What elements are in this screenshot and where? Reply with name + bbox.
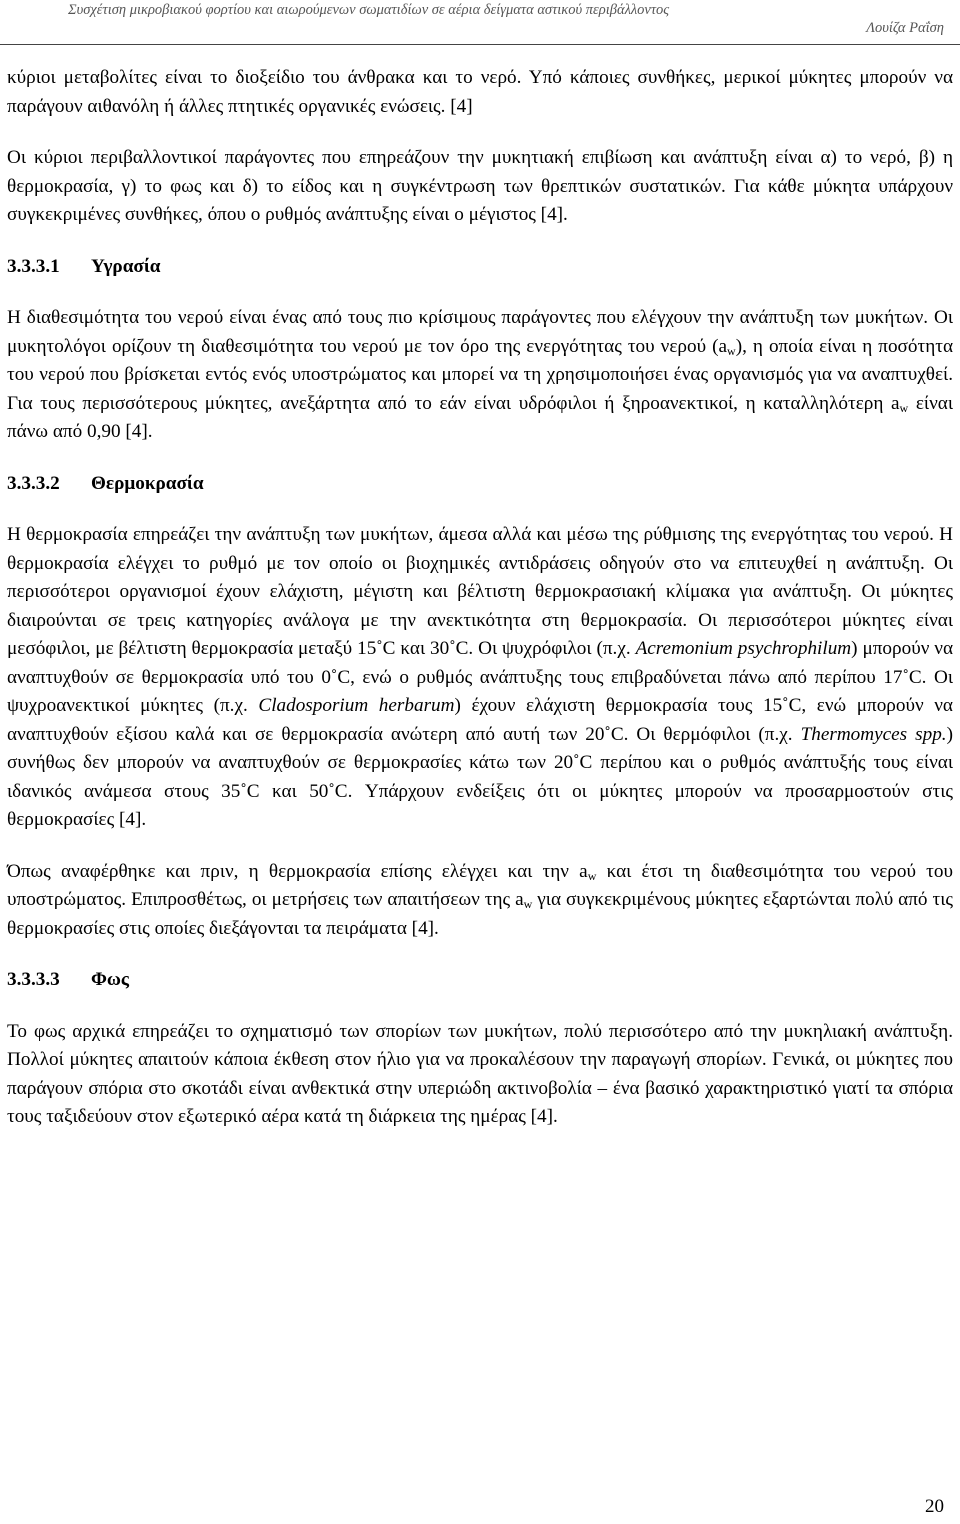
- text-run: είναι πάνω από 0,90 [4].: [7, 392, 953, 442]
- section-title: Φως: [91, 969, 130, 990]
- paragraph-intro: κύριοι μεταβολίτες είναι το διοξείδιο του άνθρακα και το νερό. Υπό κάποιες συνθήκες, μερικοί μύκητες μπορούν να παράγουν αιθανόλη ή άλλες πτητικές οργανικές ενώσεις. [4]: [7, 67, 953, 117]
- section-heading-humidity: [7, 253, 953, 282]
- text-run: και έτσι τη διαθεσιμότητα του νερού του υποστρώματος. Επιπροσθέτως, οι μετρήσεις των απαιτήσεων της a: [7, 860, 953, 910]
- page-number: 20: [925, 1496, 944, 1517]
- text-run: Η διαθεσιμότητα του νερού είναι ένας από τους πιο κρίσιμους παράγοντες που ελέγχουν την ανάπτυξη των μυκήτων. Οι μυκητολόγοι ορίζουν τη διαθεσιμότητα του νερού με τον όρο της ενεργότητας του νερού (a: [7, 307, 953, 357]
- author-name: Λουίζα Ραΐση: [866, 20, 944, 36]
- section-number: 3.3.3.2: [7, 472, 60, 494]
- section-heading-temperature: [7, 470, 953, 499]
- section-number: 3.3.3.1: [7, 255, 60, 277]
- header-divider: [0, 44, 960, 45]
- text-run: ) έχουν ελάχιστη θερμοκρασία τους 15˚C, ενώ μπορούν να αναπτυχθούν εξίσου καλά και σε θερμοκρασία ανώτερη από αυτή των 20˚C. Οι θερμόφιλοι (π.χ.: [7, 695, 953, 745]
- species-name: Thermomyces spp.: [800, 723, 947, 745]
- subscript: w: [899, 400, 909, 415]
- subscript: w: [523, 897, 533, 911]
- text-run: για συγκεκριμένους μύκητες εξαρτώνται πολύ από τις θερμοκρασίες στις οποίες διεξάγονται τα πειράματα [4].: [7, 889, 953, 939]
- text-run: Όπως αναφέρθηκε και πριν, η θερμοκρασία επίσης ελέγχει και την a: [7, 860, 588, 882]
- section-heading-light: [7, 966, 953, 995]
- page-body: [7, 64, 953, 1132]
- paragraph-temperature-2: [7, 858, 953, 944]
- species-name: Cladosporium herbarum: [258, 695, 455, 716]
- section-title: Υγρασία: [91, 255, 161, 277]
- section-title: Θερμοκρασία: [91, 472, 204, 494]
- running-title: Συσχέτιση μικροβιακού φορτίου και αιωρούμενων σωματιδίων σε αέρια δείγματα αστικού περιβάλλοντος: [68, 2, 670, 18]
- paragraph-temperature-1: [7, 521, 953, 835]
- paragraph-factors: Οι κύριοι περιβαλλοντικοί παράγοντες που επηρεάζουν την μυκητιακή επιβίωση και ανάπτυξη είναι α) το νερό, β) η θερμοκρασία, γ) το φως και δ) το είδος και η συγκέντρωση των θρεπτικών συστατικών. Για κάθε μύκητα υπάρχουν συγκεκριμένες συνθήκες, όπου ο ρυθμός ανάπτυξης είναι ο μέγιστος [4].: [7, 147, 953, 225]
- text-run: ), η οποία είναι η ποσότητα του νερού που βρίσκεται εντός ενός υποστρώματος και μπορεί να τη χρησιμοποιήσει ένας οργανισμός για να αναπτυχθεί. Για τους περισσότερους μύκητες, ανεξάρτητα από το εάν είναι υδρόφιλοι ή ξηροανεκτικοί, η καταλληλότερη a: [7, 335, 953, 414]
- paragraph-humidity: [7, 304, 953, 447]
- text-run: Η θερμοκρασία επηρεάζει την ανάπτυξη των μυκήτων, άμεσα αλλά και μέσω της ρύθμισης της ενεργότητας του νερού. Η θερμοκρασία ελέγχει το ρυθμό με τον οποίο οι βιοχημικές αντιδράσεις οδηγούν στο να επιτευχθεί η ανάπτυξη. Οι περισσότεροι οργανισμοί έχουν ελάχιστη, μέγιστη και βέλτιστη θερμοκρασιακή κλίμακα για ανάπτυξη. Οι μύκητες διαιρούνται σε τρεις κατηγορίες ανάλογα με την ανεκτικότητα στη θερμοκρασία. Οι περισσότεροι μύκητες είναι μεσόφιλοι, με βέλτιστη θερμοκρασία μεταξύ 15˚C και 30˚C. Οι ψυχρόφιλοι (π.χ.: [7, 524, 953, 659]
- paragraph-light: Το φως αρχικά επηρεάζει το σχηματισμό των σπορίων των μυκήτων, πολύ περισσότερο από την μυκηλιακή ανάπτυξη. Πολλοί μύκητες απαιτούν κάποια έκθεση στον ήλιο για να προκαλέσουν την παραγωγή σπορίων. Γενικά, οι μύκητες που παράγουν σπόρια στο σκοτάδι είναι ανθεκτικά στην υπεριώδη ακτινοβολία – ένα βασικό χαρακτηριστικό γιατί τα σπόρια τους ταξιδεύουν στον εξωτερικό αέρα κατά τη διάρκεια της ημέρας [4].: [7, 1020, 953, 1127]
- text-run: ) συνήθως δεν μπορούν να αναπτυχθούν σε θερμοκρασίες κάτω των 20˚C περίπου και ο ρυθμός ανάπτυξής τους είναι ιδανικός ανάμεσα στους 35˚C και 50˚C. Υπάρχουν ενδείξεις ότι οι μύκητες μπορούν να προσαρμοστούν στις θερμοκρασίες [4].: [7, 723, 953, 830]
- section-number: 3.3.3.3: [7, 969, 60, 990]
- species-name: Acremonium psychrophilum: [635, 638, 852, 659]
- subscript: w: [587, 868, 597, 883]
- text-run: ) μπορούν να αναπτυχθούν σε θερμοκρασία υπό του 0˚C, ενώ ο ρυθμός ανάπτυξης τους επιβραδύνεται πάνω από περίπου 17˚C. Οι ψυχροανεκτικοί μύκητες (π.χ.: [7, 638, 954, 716]
- subscript: w: [727, 343, 736, 358]
